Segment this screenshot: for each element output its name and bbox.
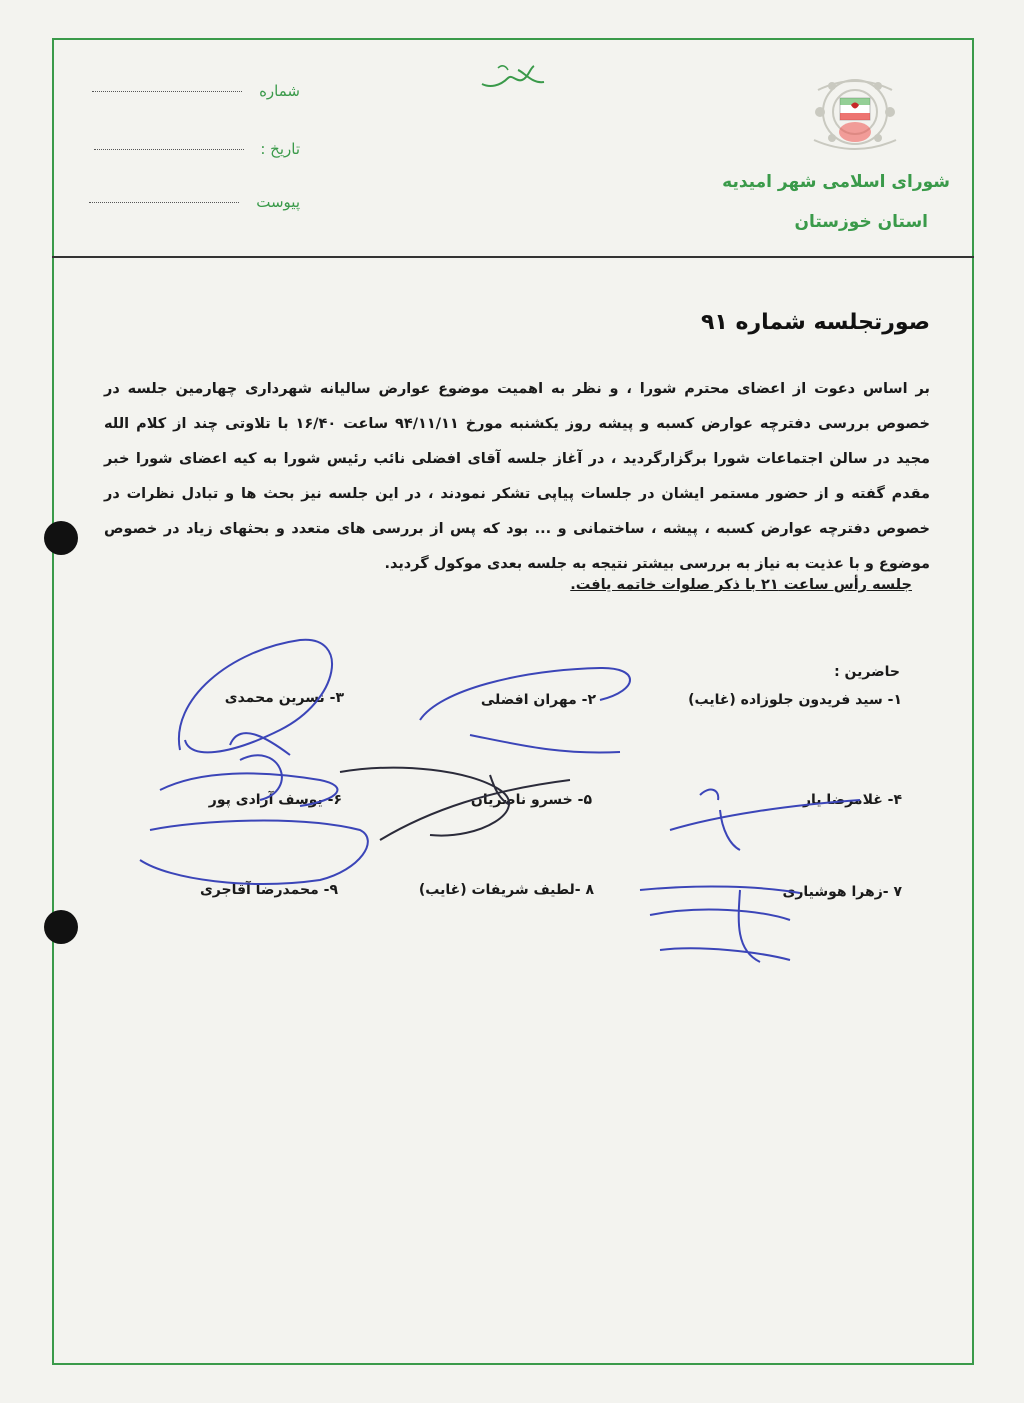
punch-hole [44, 521, 78, 555]
document-title: صورتجلسه شماره ۹۱ [700, 310, 930, 335]
attendee-6: ۶- یوسف آزادی پور [208, 792, 342, 808]
date-field [80, 140, 300, 158]
org-province: استان خوزستان [794, 212, 928, 232]
attendee-2: ۲- مهران افضلی [480, 692, 596, 708]
attendee-3: ۳- نسرین محمدی [224, 690, 344, 706]
attendees-label: حاضرین : [834, 664, 900, 680]
attendee-1: ۱- سید فریدون جلوزاده (غایب) [688, 692, 902, 708]
punch-hole [44, 910, 78, 944]
org-name: شورای اسلامی شهر امیدیه [722, 172, 950, 192]
attendee-5: ۵- خسرو ناصریان [470, 792, 592, 808]
attachment-label: پیوست [256, 193, 300, 211]
invocation-calligraphy [478, 58, 548, 94]
minutes-body [104, 372, 930, 582]
attendee-7: ۷ -زهرا هوشیاری [782, 884, 902, 900]
number-dotted-line [92, 91, 242, 92]
number-field [80, 82, 300, 100]
date-dotted-line [94, 149, 244, 150]
minutes-paragraph: بر اساس دعوت از اعضای محترم شورا ، و نظر به اهمیت موضوع عوارض سالیانه شهرداری چهارمین جلسه در خصوص بررسی دفترچه عوارض کسبه و پیشه روز یکشنبه مورخ ۹۴/۱۱/۱۱ ساعت ۱۶/۴۰ با تلاوتی چند از کلام الله مجید در سالن اجتماعات شورا برگزارگردید ، در آغاز جلسه آقای افضلی نائب رئیس شورا به کیه اعضای شورا خبر مقدم گفته و از حضور مستمر ایشان در جلسات پیاپی تشکر نمودند ، در این جلسه نیز بحث ها و تبادل نظرات در خصوص دفترچه عوارض کسبه ، پیشه ، ساختمانی و ... بود که پس از بررسی های متعدد و بحثهای زیاد در خصوص موضوع و با عذیت به نیاز به بررسی بیشتر نتیجه به جلسه بعدی موکول گردید. [104, 381, 930, 572]
date-label: تاریخ : [260, 140, 300, 158]
closing-line: جلسه رأس ساعت ۲۱ با ذکر صلوات خاتمه یافت. [570, 577, 912, 593]
number-label: شماره [259, 82, 300, 100]
attachment-field [80, 193, 300, 211]
attendee-9: ۹- محمدرضا آقاجری [199, 882, 338, 898]
attendee-8: ۸ -لطیف شریفات (غایب) [418, 882, 594, 898]
attachment-dotted-line [89, 202, 239, 203]
emblem-logo [796, 70, 914, 160]
header-divider [52, 256, 974, 258]
attendee-4: ۴- غلامرضا یار [802, 792, 902, 808]
